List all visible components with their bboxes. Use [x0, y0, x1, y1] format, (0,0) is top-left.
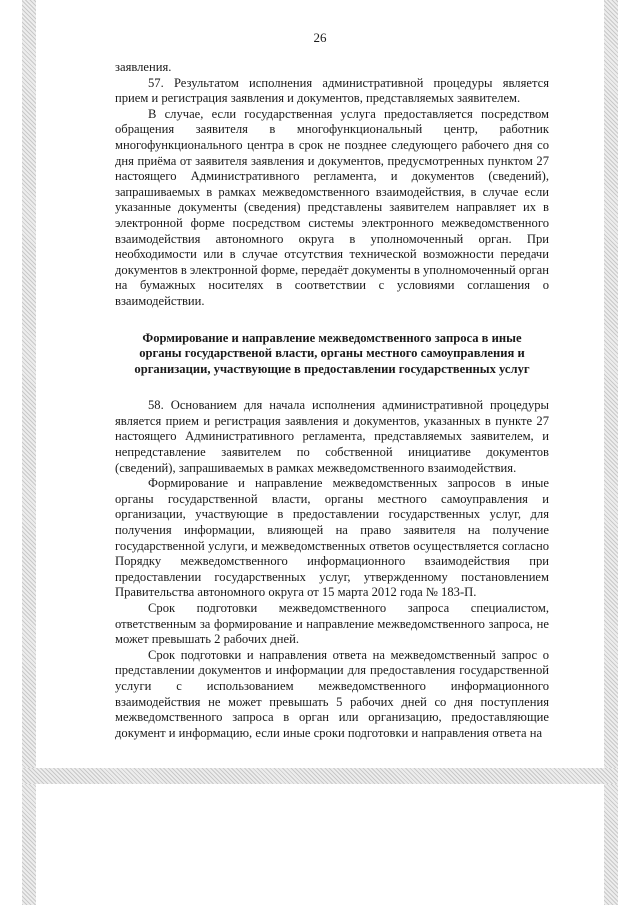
scan-border-bottom [22, 768, 618, 784]
page-number: 26 [313, 30, 327, 45]
paragraph-continuation: заявления. [115, 60, 172, 74]
paragraph-request-deadline: Срок подготовки межведомственного запроса специалистом, ответственным за формирование и направление межведомственного запроса, не может превышать 2 рабочих дней. [115, 601, 549, 647]
document-body [115, 60, 549, 741]
section-heading: Формирование и направление межведомственного запроса в иные органы государственой власти, органы местного самоуправления и организации, участвующие в предоставлении государственных услуг [134, 330, 530, 376]
paragraph-58: 58. Основанием для начала исполнения административной процедуры является прием и регистрация заявления и документов, указанных в пункте 27 настоящего Административного регламента, представляемых заявителем, и непредставление заявителем по собственной инициативе документов (сведений), запрашиваемых в рамках межведомственного взаимодействия. [115, 398, 549, 475]
paragraph-mfc: В случае, если государственная услуга предоставляется посредством обращения заявителя в многофункциональный центр, работник многофункционального центра в срок не позднее следующего рабочего дня со дня приёма от заявителя заявления и документов, предусмотренных пунктом 27 настоящего Административного регламента, и документов (сведений), запрашиваемых в рамках межведомственного взаимодействия, в случае если указанные документы (сведения) представлены заявителем направляет их в электронной форме посредством системы электронного межведомственного взаимодействия автономного округа в уполномоченный орган. При необходимости или в случае отсутствия технической возможности передачи документов в электронной форме, передаёт документы в уполномоченный орган на бумажных носителях в соответствии с условиями соглашения о взаимодействии. [115, 106, 549, 308]
paragraph-response-deadline: Срок подготовки и направления ответа на межведомственный запрос о представлении документов и информации для предоставления государственной услуги с использованием межведомственного информационного взаимодействия не может превышать 5 рабочих дней со дня поступления межведомственного запроса в орган или организацию, предоставляющие документ и информацию, если иные сроки подготовки и направления ответа на [115, 647, 549, 740]
paragraph-57: 57. Результатом исполнения административной процедуры является прием и регистрация заявления и документов, представляемых заявителем. [115, 75, 549, 106]
paragraph-formation: Формирование и направление межведомственных запросов в иные органы государственной власти, органы местного самоуправления и организации, участвующие в предоставлении государственных услуг, для получения информации, влияющей на право заявителя на получение государственной услуги, и межведомственных ответов осуществляется согласно Порядку межведомственного информационного взаимодействия при предоставлении государственных услуг, утвержденному постановлением Правительства автономного округа от 15 марта 2012 года № 183-П. [115, 476, 549, 600]
